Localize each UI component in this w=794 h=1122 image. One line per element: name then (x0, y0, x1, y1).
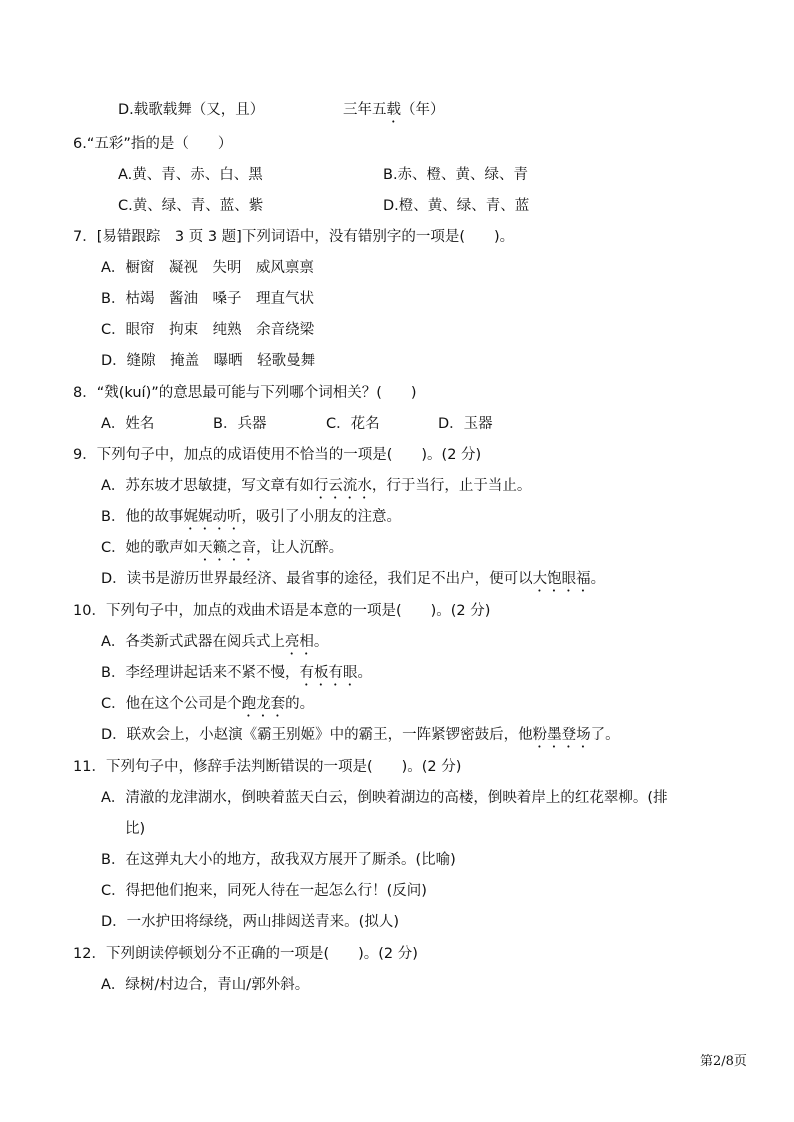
q9-d-pre: D．读书是游历世界最经济、最省事的途径，我们足不出户，便可以 (101, 571, 533, 587)
q10-b-post: 。 (357, 665, 372, 681)
q8-option-d: D．玉器 (438, 416, 493, 432)
q6-option-a: A.黄、青、赤、白、黑 (118, 167, 263, 183)
q9-a-dotted: 行云流水 (313, 478, 372, 494)
q10-a-dotted: 亮相 (284, 634, 314, 650)
q11-option-b: B．在这弹丸大小的地方，敌我双方展开了厮杀。(比喻) (101, 852, 456, 868)
q9-a-pre: A．苏东坡才思敏捷，写文章有如 (101, 478, 314, 494)
q12-option-a: A．绿树/村边合，青山/郭外斜。 (101, 977, 310, 993)
q9-stem: 9．下列句子中，加点的成语使用不恰当的一项是( )。(2 分) (73, 447, 482, 463)
q5-option-d-right (343, 100, 445, 126)
q9-b-post: ，吸引了小朋友的注意。 (241, 509, 401, 525)
q6-option-c: C.黄、绿、青、蓝、紫 (118, 198, 264, 214)
q10-b-dotted: 有板有眼 (299, 665, 358, 681)
q9-a-post: ，行于当行，止于当止。 (371, 478, 532, 494)
q8-option-a: A．姓名 (101, 416, 155, 432)
q11-option-a-line2: 比) (125, 821, 146, 837)
q8-option-c: C．花名 (326, 416, 380, 432)
q9-option-c (101, 538, 343, 564)
q10-a-post: 。 (313, 634, 329, 650)
q9-c-dotted: 天籁之音 (198, 540, 257, 556)
q9-option-a (101, 476, 531, 502)
q7-option-c: C．眼帘 拘束 纯熟 余音绕梁 (101, 322, 315, 338)
q10-option-d (101, 725, 620, 751)
q5-option-d-left: D.载歌载舞（又，且） (118, 102, 265, 118)
q11-stem: 11．下列句子中，修辞手法判断错误的一项是( )。(2 分) (73, 759, 462, 775)
q10-d-post: 了。 (590, 727, 620, 743)
q10-c-pre: C．他在这个公司是个 (101, 696, 242, 712)
q11-option-d: D．一水护田将绿绕，两山排闼送青来。(拟人) (101, 914, 399, 930)
q5-d-right-dotted: 载 (386, 102, 401, 118)
q7-option-a: A．橱窗 凝视 失明 威风禀禀 (101, 260, 314, 276)
q10-d-dotted: 粉墨登场 (532, 727, 591, 743)
q9-option-d (101, 569, 605, 595)
q9-d-post: 。 (590, 571, 606, 587)
q9-b-dotted: 娓娓动听 (183, 509, 242, 525)
q10-c-post: 的。 (285, 696, 315, 712)
q7-option-d: D．缝隙 掩盖 曝晒 轻歌曼舞 (101, 353, 316, 369)
q9-c-post: ，让人沉醉。 (256, 540, 344, 556)
q10-a-pre: A．各类新式武器在阅兵式上 (101, 634, 285, 650)
q6-option-d: D.橙、黄、绿、青、蓝 (383, 198, 530, 214)
q9-option-b (101, 507, 401, 533)
page-number: 第2/8页 (700, 1054, 747, 1069)
q10-b-pre: B．李经理讲起话来不紧不慢， (101, 665, 300, 681)
q10-option-b (101, 663, 372, 689)
q10-option-a (101, 632, 328, 658)
q6-stem: 6.“五彩”指的是（ ） (73, 136, 233, 152)
q6-option-b: B.赤、橙、黄、绿、青 (383, 167, 529, 183)
q10-option-c (101, 694, 314, 720)
q12-stem: 12．下列朗读停顿划分不正确的一项是( )。(2 分) (73, 946, 418, 962)
q11-option-a-line1: A．清澈的龙津湖水，倒映着蓝天白云，倒映着湖边的高楼，倒映着岸上的红花翠柳。(排 (101, 790, 668, 806)
q5-d-right-pre: 三年五 (343, 102, 387, 118)
q10-stem: 10．下列句子中，加点的戏曲术语是本意的一项是( )。(2 分) (73, 603, 491, 619)
q11-option-c: C．得把他们抱来，同死人待在一起怎么行！(反问) (101, 883, 427, 899)
q8-option-b: B．兵器 (213, 416, 267, 432)
q10-d-pre: D．联欢会上，小赵演《霸王别姬》中的霸王，一阵紧锣密鼓后，他 (101, 727, 533, 743)
q9-d-dotted: 大饱眼福 (532, 571, 591, 587)
q9-c-pre: C．她的歌声如 (101, 540, 199, 556)
q7-option-b: B．枯竭 酱油 嗓子 理直气状 (101, 291, 314, 307)
q7-stem: 7．[易错跟踪 3 页 3 题]下列词语中，没有错别字的一项是( )。 (73, 229, 515, 245)
q10-c-dotted: 跑龙套 (241, 696, 286, 712)
q9-b-pre: B．他的故事 (101, 509, 184, 525)
q8-stem: 8．“戣(kuí)”的意思最可能与下列哪个词相关？( ) (73, 385, 417, 401)
q5-d-right-post: （年） (401, 102, 445, 118)
